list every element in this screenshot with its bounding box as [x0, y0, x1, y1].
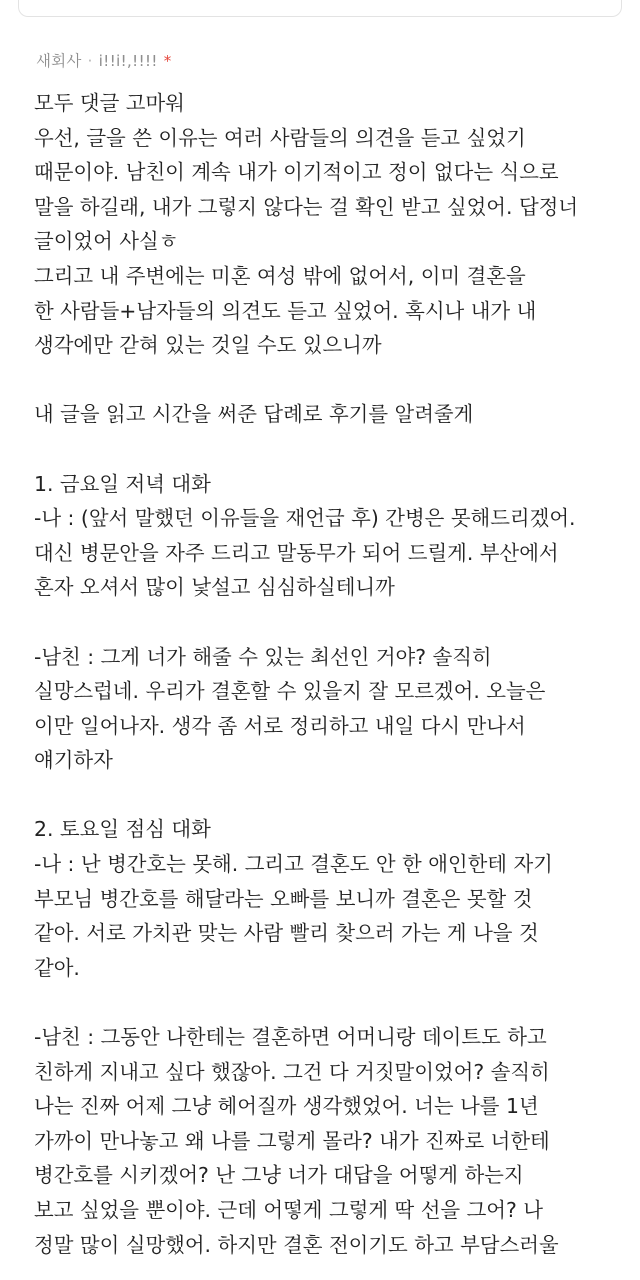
- author-name[interactable]: 새회사: [36, 52, 82, 70]
- text-line: 얘기하자: [34, 748, 113, 773]
- text-line: 때문이야. 남친이 계속 내가 이기적이고 정이 없다는 식으로: [34, 160, 559, 185]
- text-line: 같아.: [34, 955, 80, 980]
- text-line: -남친 : 그동안 나한테는 결혼하면 어머니랑 데이트도 하고: [34, 1025, 547, 1050]
- text-line: 모두 댓글 고마워: [34, 91, 185, 115]
- text-line: 친하게 지내고 싶다 했잖아. 그건 다 거짓말이었어? 솔직히: [34, 1059, 550, 1084]
- previous-card-edge: [18, 0, 622, 17]
- blank-line: [34, 432, 634, 467]
- blank-line: [34, 363, 634, 398]
- required-mark: *: [163, 52, 172, 70]
- text-line: 내 글을 읽고 시간을 써준 답례로 후기를 알려줄게: [34, 402, 474, 427]
- text-line: -나 : 난 병간호는 못해. 그리고 결혼도 안 한 애인한테 자기: [34, 852, 553, 877]
- text-line: 글이었어 사실ㅎ: [34, 229, 179, 254]
- text-line: 병간호를 시키겠어? 난 그냥 너가 대답을 어떻게 하는지: [34, 1163, 524, 1188]
- text-line: 한 사람들+남자들의 의견도 듣고 싶었어. 혹시나 내가 내: [34, 298, 537, 323]
- text-line: -남친 : 그게 너가 해줄 수 있는 최선인 거야? 솔직히: [34, 644, 492, 669]
- author-handle: i!!i!,!!!!: [98, 52, 158, 70]
- text-line: 1. 금요일 저녁 대화: [34, 471, 211, 496]
- text-line: 그리고 내 주변에는 미혼 여성 밖에 없어서, 이미 결혼을: [34, 263, 526, 288]
- text-line: 보고 싶었을 뿐이야. 근데 어떻게 그렇게 딱 선을 그어? 나: [34, 1198, 543, 1222]
- text-line: 혼자 오셔서 많이 낯설고 심심하실테니까: [34, 575, 395, 600]
- text-line: 나는 진짜 어제 그냥 헤어질까 생각했었어. 너는 나를 1년: [34, 1094, 539, 1119]
- text-line: 가까이 만나놓고 왜 나를 그렇게 몰라? 내가 진짜로 너한테: [34, 1128, 550, 1153]
- text-line: 2. 토요일 점심 대화: [34, 817, 211, 842]
- post-meta: [36, 49, 171, 71]
- text-line: -나 : (앞서 말했던 이유들을 재언급 후) 간병은 못해드리겠어.: [34, 506, 576, 531]
- text-line: 정말 많이 실망했어. 하지만 결혼 전이기도 하고 부담스러울: [34, 1232, 559, 1257]
- text-line: 말을 하길래, 내가 그렇지 않다는 걸 확인 받고 싶었어. 답정너: [34, 194, 579, 219]
- text-line: 대신 병문안을 자주 드리고 말동무가 되어 드릴게. 부산에서: [34, 540, 559, 565]
- blank-line: [34, 605, 634, 640]
- text-line: 부모님 병간호를 해달라는 오빠를 보니까 결혼은 못할 것: [34, 886, 533, 911]
- post-body: [34, 86, 634, 1262]
- text-line: 같아. 서로 가치관 맞는 사람 빨리 찾으러 가는 게 나을 것: [34, 921, 539, 946]
- blank-line: [34, 778, 634, 813]
- text-line: 우선, 글을 쓴 이유는 여러 사람들의 의견을 듣고 싶었기: [34, 125, 526, 150]
- meta-separator: ·: [87, 52, 93, 70]
- text-line: 이만 일어나자. 생각 좀 서로 정리하고 내일 다시 만나서: [34, 713, 526, 738]
- blank-line: [34, 985, 634, 1020]
- text-line: 실망스럽네. 우리가 결혼할 수 있을지 잘 모르겠어. 오늘은: [34, 679, 546, 704]
- text-line: 생각에만 갇혀 있는 것일 수도 있으니까: [34, 333, 382, 358]
